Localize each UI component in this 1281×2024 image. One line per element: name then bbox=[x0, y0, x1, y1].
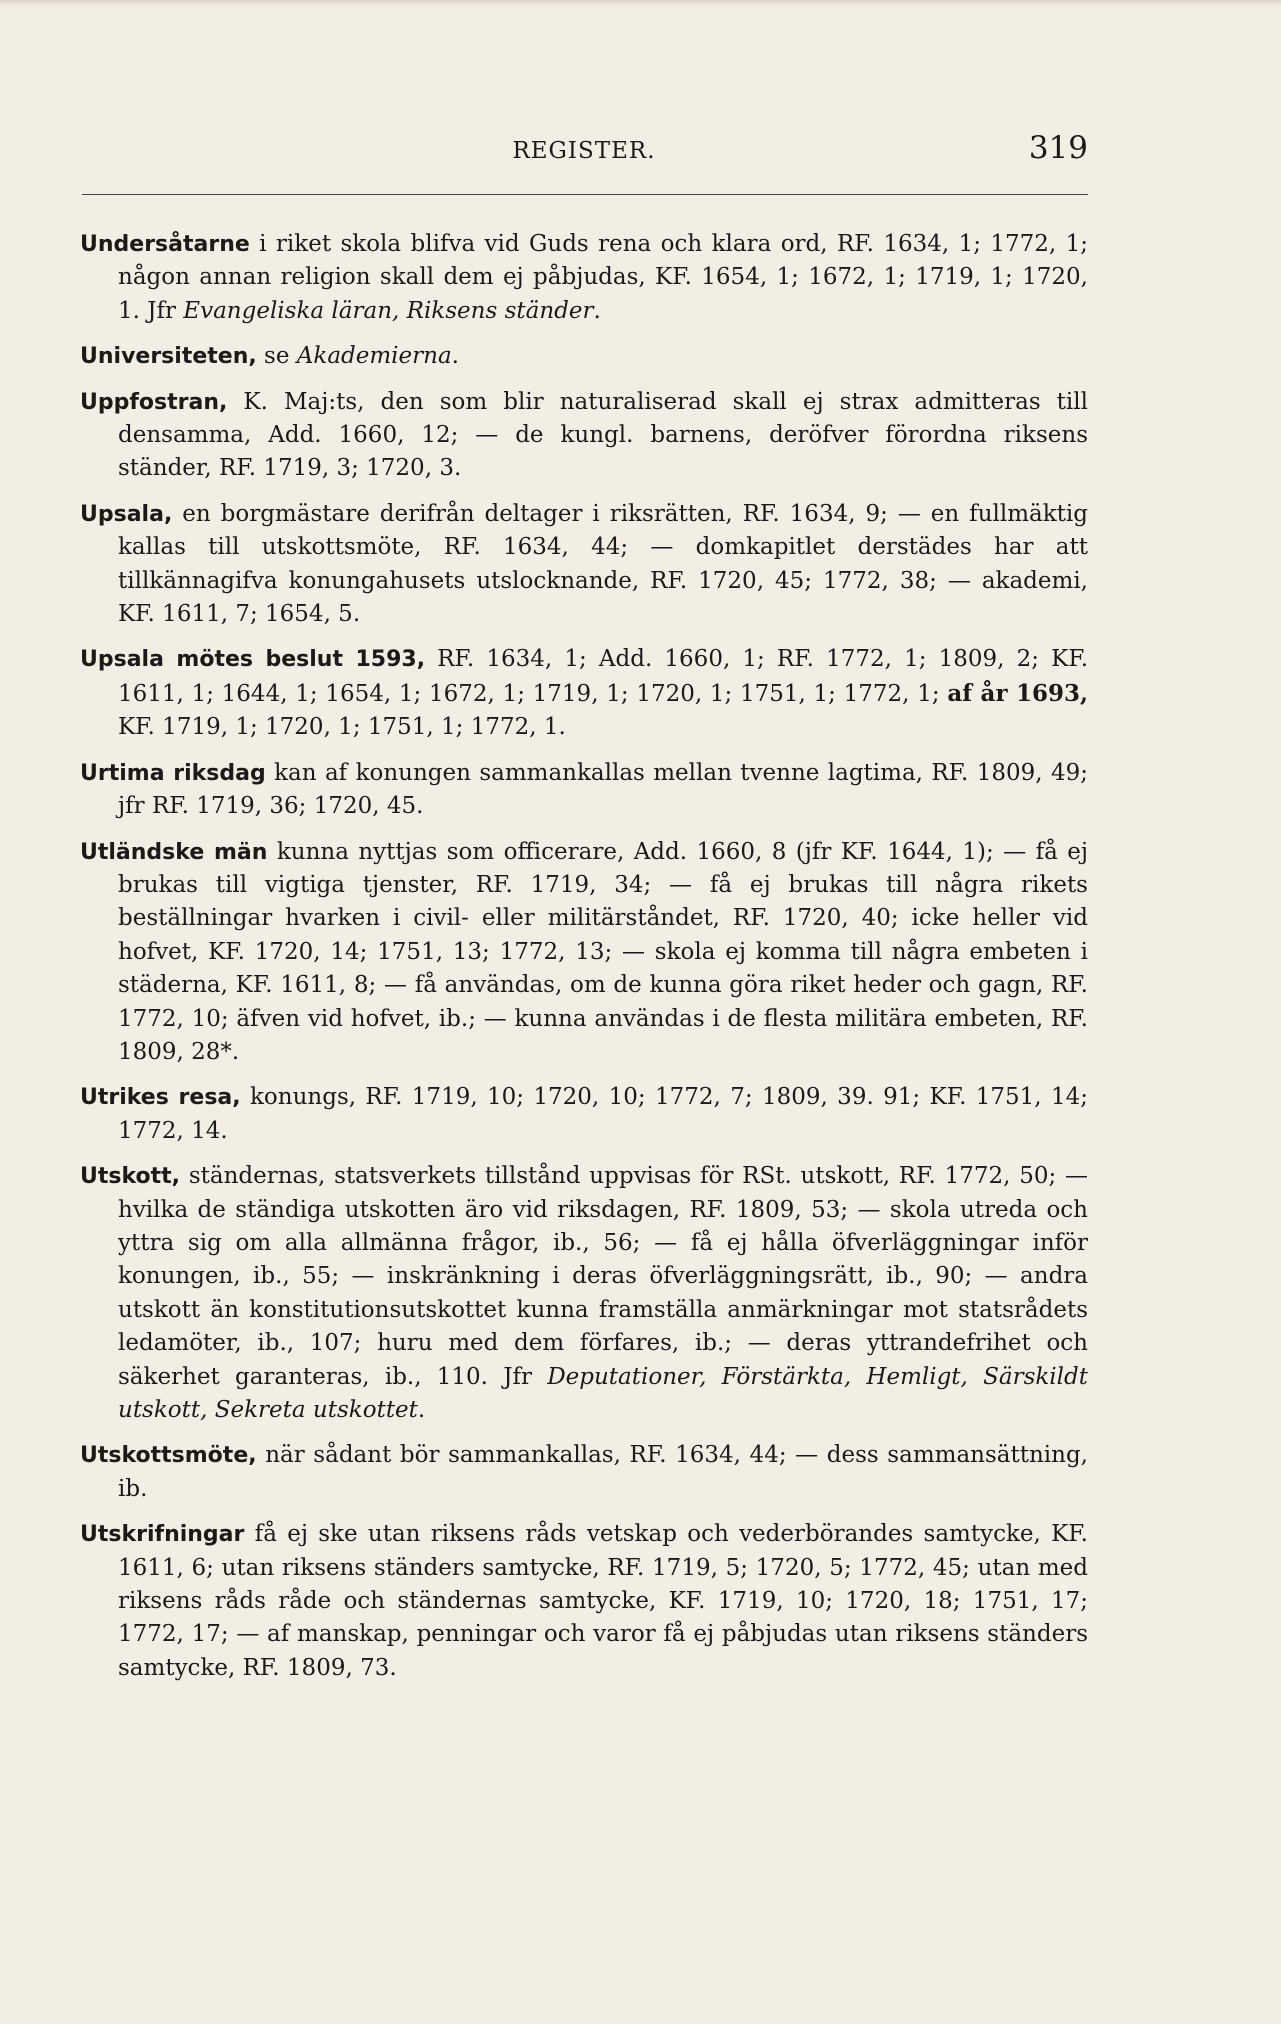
entry-text: kan af konungen sammankallas mellan tvenne lagtima, RF. 1809, 49; jfr RF. 1719, 36; 1720, 45. bbox=[118, 759, 1088, 820]
cross-reference: Akademierna bbox=[296, 343, 452, 370]
entry-text: . bbox=[417, 1397, 426, 1423]
entry-text: K. Maj:ts, den som blir naturaliserad skall ej strax admitteras till densamma, Add. 1660, 12; — de kungl. barnens, deröfver förordna riksens ständer, RF. 1719, 3; 1720, 3. bbox=[118, 388, 1088, 482]
entry-headword: Utskrifningar bbox=[80, 1522, 245, 1548]
running-head: REGISTER. bbox=[512, 138, 656, 164]
entry-headword: Uppfostran, bbox=[80, 389, 228, 415]
index-entry bbox=[80, 498, 1088, 632]
index-entry bbox=[80, 1160, 1088, 1427]
entry-headword: Upsala, bbox=[80, 501, 173, 527]
entry-headword: Utrikes resa, bbox=[80, 1085, 241, 1111]
index-entry bbox=[80, 1439, 1088, 1506]
page-number: 319 bbox=[1028, 130, 1088, 166]
index-entry bbox=[80, 1081, 1088, 1148]
entry-text: i riket skola blifva vid Guds rena och klara ord, RF. 1634, 1; 1772, 1; någon annan religion skall dem ej påbjudas, KF. 1654, 1; 1672, 1; 1719, 1; 1720, 1. Jfr bbox=[118, 231, 1088, 324]
entry-headword: Upsala mötes beslut 1593, bbox=[80, 647, 426, 673]
entry-text: få ej ske utan riksens råds vetskap och vederbörandes samtycke, KF. 1611, 6; utan riksens ständers samtycke, RF. 1719, 5; 1720, 5; 1772, 45; utan med riksens råds råde och ständernas samtycke, KF. 1719, 10; 1720, 18; 1751, 17; 1772, 17; — af manskap, penningar och varor få ej påbjudas utan riksens ständers samtycke, RF. 1809, 73. bbox=[118, 1521, 1088, 1681]
entry-headword: Undersåtarne bbox=[80, 232, 250, 257]
entry-text: KF. 1719, 1; 1720, 1; 1751, 1; 1772, 1. bbox=[118, 714, 566, 741]
index-entries bbox=[80, 228, 1088, 1697]
entry-headword: Urtima riksdag bbox=[80, 760, 266, 786]
entry-text: . bbox=[593, 297, 601, 324]
index-entry bbox=[80, 228, 1088, 328]
entry-text: en borgmästare derifrån deltager i riksrätten, RF. 1634, 9; — en fullmäktig kallas till utskottsmöte, RF. 1634, 44; — domkapitlet derstädes har att tillkännagifva konungahusets utslocknande, RF. 1720, 45; 1772, 38; — akademi, KF. 1611, 7; 1654, 5. bbox=[118, 500, 1088, 628]
entry-text: . bbox=[451, 343, 459, 370]
index-entry bbox=[80, 836, 1088, 1070]
entry-subheading: af år 1693, bbox=[947, 679, 1088, 707]
index-entry bbox=[80, 643, 1088, 744]
index-entry bbox=[80, 340, 1088, 373]
entry-headword: Utskott, bbox=[80, 1164, 181, 1190]
entry-text: RF. 1634, 1; Add. 1660, 1; RF. 1772, 1; 1809, 2; KF. 1611, 1; 1644, 1; 1654, 1; 1672, 1; 1719, 1; 1720, 1; 1751, 1; 1772, 1; bbox=[118, 646, 1088, 707]
index-entry bbox=[80, 757, 1088, 824]
entry-headword: Utländske män bbox=[80, 839, 268, 865]
entry-text: se bbox=[256, 343, 297, 370]
entry-text: konungs, RF. 1719, 10; 1720, 10; 1772, 7; 1809, 39. 91; KF. 1751, 14; 1772, 14. bbox=[118, 1084, 1088, 1144]
index-entry bbox=[80, 386, 1088, 486]
header-rule bbox=[82, 194, 1088, 195]
entry-headword: Utskottsmöte, bbox=[80, 1443, 257, 1469]
entry-text: när sådant bör sammankallas, RF. 1634, 44; — dess sammansättning, ib. bbox=[118, 1442, 1088, 1502]
entry-text: ständernas, statsverkets tillstånd uppvisas för RSt. utskott, RF. 1772, 50; — hvilka de ständiga utskotten äro vid riksdagen, RF. 1809, 53; — skola utreda och yttra sig om alla allmänna frågor, ib., 56; — få ej hålla öfverläggningar inför konungen, ib., 55; — inskränkning i deras öfverläggningsrätt, ib., 90; — andra utskott än konstitutionsutskottet kunna framställa anmärkningar mot statsrådets ledamöter, ib., 107; huru med dem förfares, ib.; — deras yttrandefrihet och säkerhet garanteras, ib., 110. Jfr bbox=[118, 1163, 1088, 1390]
page-header bbox=[80, 130, 1088, 178]
cross-reference: Deputationer, Förstärkta, Hemligt, Särskildt utskott, Sekreta utskottet bbox=[118, 1363, 1088, 1423]
index-entry bbox=[80, 1518, 1088, 1685]
entry-headword: Universiteten, bbox=[80, 344, 257, 370]
cross-reference: Evangeliska läran, Riksens ständer bbox=[183, 297, 594, 324]
page-edge bbox=[0, 0, 1281, 6]
entry-text: kunna nyttjas som officerare, Add. 1660, 8 (jfr KF. 1644, 1); — få ej brukas till vigtiga tjenster, RF. 1719, 34; — få ej brukas till några rikets beställningar hvarken i civil- eller militärståndet, RF. 1720, 40; icke heller vid hofvet, KF. 1720, 14; 1751, 13; 1772, 13; — skola ej komma till några embeten i städerna, KF. 1611, 8; — få användas, om de kunna göra riket heder och gagn, RF. 1772, 10; äfven vid hofvet, ib.; — kunna användas i de flesta militära embeten, RF. 1809, 28*. bbox=[118, 838, 1088, 1065]
